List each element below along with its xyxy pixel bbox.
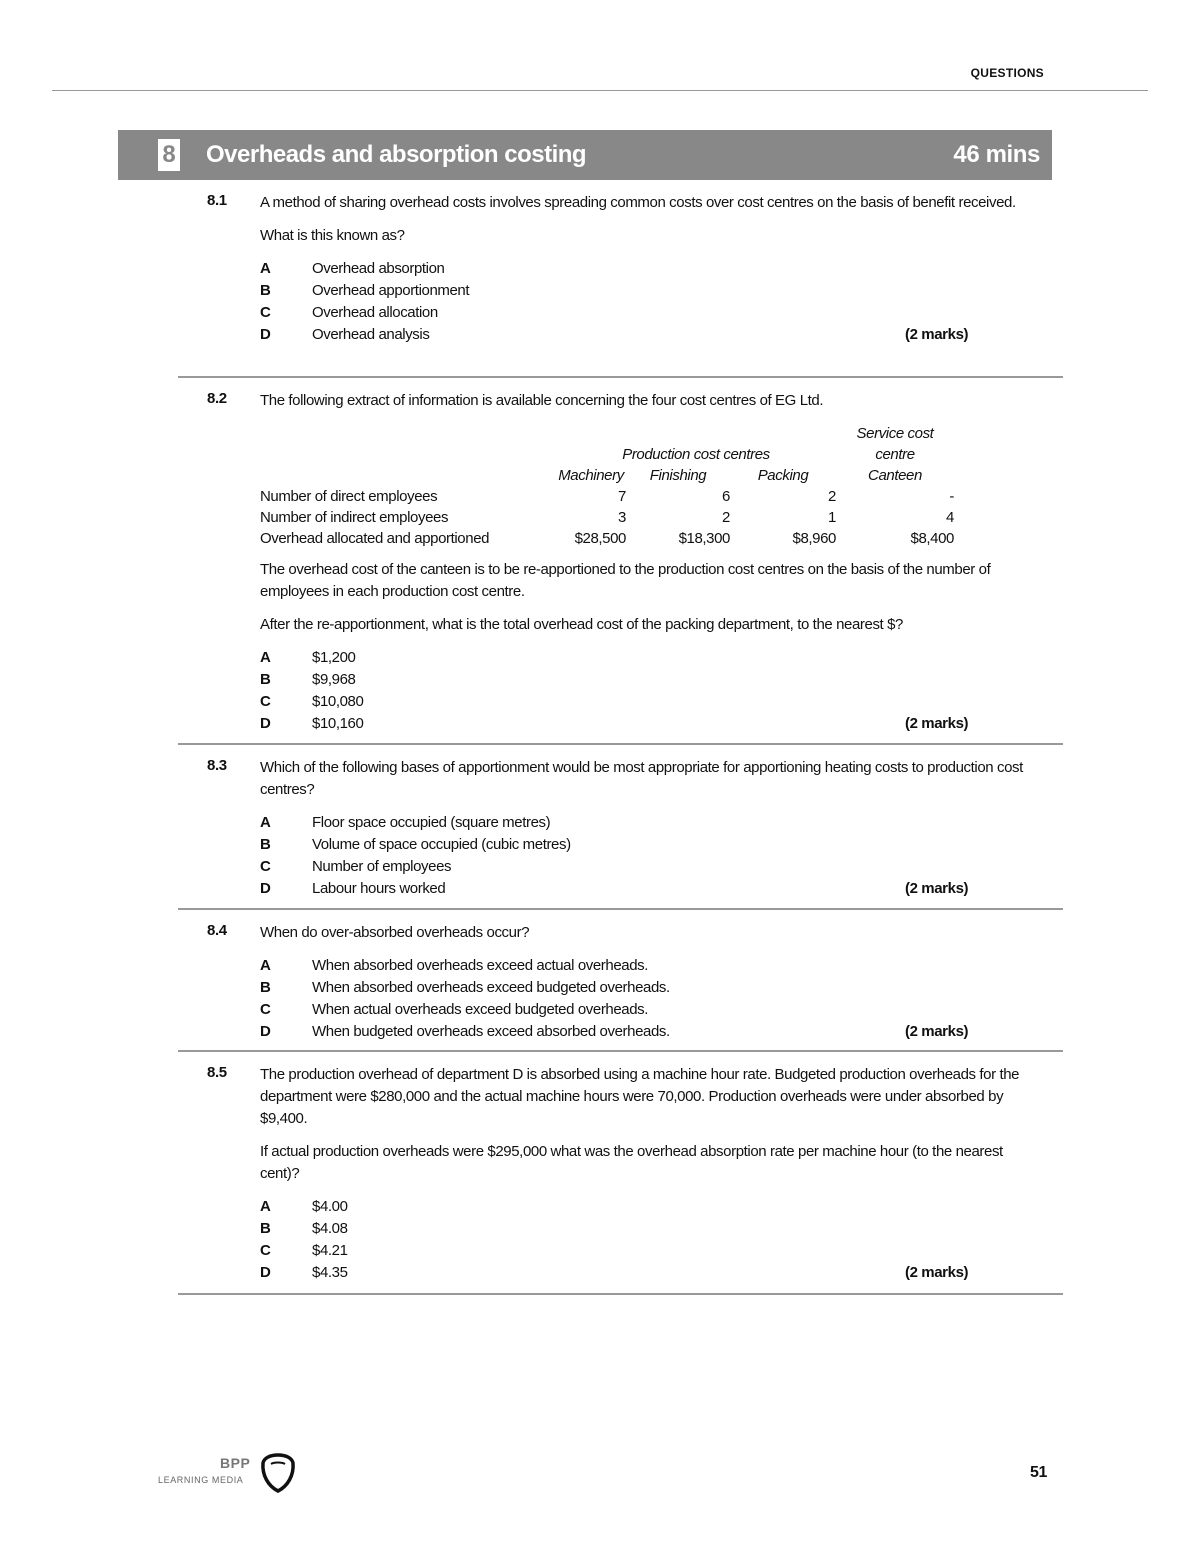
option-text: Volume of space occupied (cubic metres) [312,836,571,853]
option-c [260,856,1040,878]
question-number: 8.1 [207,192,227,209]
option-a [260,1196,1040,1218]
option-c [260,999,1040,1021]
option-letter: A [260,649,271,666]
option-text: Overhead absorption [312,260,445,277]
question-prompt: After the re-apportionment, what is the total overhead cost of the packing department, to the nearest $? [260,616,903,633]
option-text: When actual overheads exceed budgeted overheads. [312,1001,649,1018]
table-cell: 7 [618,488,626,505]
chapter-title: Overheads and absorption costing [206,141,587,168]
chapter-number: 8 [158,139,180,171]
table-cell: 3 [618,509,626,526]
option-letter: C [260,693,271,710]
options-list [260,955,1040,1043]
option-d [260,324,1040,346]
option-text: When absorbed overheads exceed actual overheads. [312,957,649,974]
option-c [260,691,1040,713]
marks-label: (2 marks) [905,1264,969,1281]
section-header-label: QUESTIONS [970,66,1044,80]
table-cell: $8,400 [910,530,954,547]
option-text: Labour hours worked [312,880,446,897]
table-cell: 4 [946,509,954,526]
question-text: Which of the following bases of apportionment would be most appropriate for apportioning heating costs to production cost centres? [260,759,1023,798]
question-divider [178,908,1063,910]
table-cell: $28,500 [574,530,626,547]
option-text: Overhead allocation [312,304,438,321]
chapter-time: 46 mins [953,141,1040,168]
option-text: $10,080 [312,693,364,710]
option-letter: D [260,880,271,897]
marks-label: (2 marks) [905,1023,969,1040]
question-number: 8.2 [207,390,227,407]
option-b [260,977,1040,999]
option-text: $9,968 [312,671,356,688]
option-letter: D [260,1023,271,1040]
option-letter: A [260,957,271,974]
option-letter: A [260,1198,271,1215]
option-letter: A [260,814,271,831]
table-cell: $8,960 [792,530,836,547]
table-cell: 2 [828,488,836,505]
option-letter: B [260,1220,271,1237]
option-d [260,1021,1040,1043]
option-text: Overhead analysis [312,326,430,343]
table-row [260,507,954,528]
option-text: When absorbed overheads exceed budgeted overheads. [312,979,670,996]
logo-text: BPP [220,1455,251,1471]
column-header: Finishing [649,467,707,484]
option-text: Overhead apportionment [312,282,470,299]
cost-centre-table [260,423,954,549]
option-b [260,834,1040,856]
question-text: A method of sharing overhead costs involves spreading common costs over cost centres on the basis of benefit received. [260,194,1016,211]
option-letter: C [260,1242,271,1259]
option-b [260,669,1040,691]
option-c [260,1240,1040,1262]
option-text: Number of employees [312,858,452,875]
option-b [260,1218,1040,1240]
row-label: Number of indirect employees [260,509,449,526]
question-prompt: If actual production overheads were $295,000 what was the overhead absorption rate per machine hour (to the nearest cent)? [260,1143,1003,1182]
option-text: $4.08 [312,1220,348,1237]
production-heading: Production cost centres [622,446,770,463]
option-c [260,302,1040,324]
option-text: $4.00 [312,1198,348,1215]
column-header: Canteen [868,467,922,484]
option-d [260,878,1040,900]
option-letter: B [260,979,271,996]
marks-label: (2 marks) [905,715,969,732]
service-heading-2: centre [875,446,915,463]
options-list [260,812,1040,900]
option-a [260,258,1040,280]
option-a [260,647,1040,669]
question-prompt: What is this known as? [260,227,405,244]
question-text: When do over-absorbed overheads occur? [260,924,530,941]
option-text: When budgeted overheads exceed absorbed overheads. [312,1023,670,1040]
logo-subtext: LEARNING MEDIA [158,1475,244,1485]
page-number: 51 [1030,1464,1047,1481]
option-letter: C [260,858,271,875]
question-divider [178,376,1063,378]
option-a [260,812,1040,834]
question-number: 8.5 [207,1064,227,1081]
option-letter: B [260,836,271,853]
row-label: Number of direct employees [260,488,438,505]
table-row [260,528,954,549]
shield-icon [260,1453,296,1493]
option-letter: C [260,304,271,321]
table-cell: - [949,488,954,505]
option-a [260,955,1040,977]
option-d [260,713,1040,735]
question-text: The overhead cost of the canteen is to be re-apportioned to the production cost centres on the basis of the number of employees in each production cost centre. [260,561,991,600]
table-cell: 2 [722,509,730,526]
option-text: $1,200 [312,649,356,666]
row-label: Overhead allocated and apportioned [260,530,490,547]
option-b [260,280,1040,302]
table-cell: 6 [722,488,730,505]
publisher-logo [158,1453,298,1493]
question-divider [178,1293,1063,1295]
table-cell: 1 [828,509,836,526]
question-number: 8.3 [207,757,227,774]
option-letter: D [260,1264,271,1281]
service-heading-1: Service cost [856,425,934,442]
question-divider [178,743,1063,745]
option-letter: A [260,260,271,277]
column-header: Packing [757,467,809,484]
question-text: The following extract of information is available concerning the four cost centres of EG Ltd. [260,392,824,409]
options-list [260,1196,1040,1284]
chapter-banner [118,130,1052,180]
options-list [260,647,1040,735]
column-header: Machinery [558,467,624,484]
table-cell: $18,300 [678,530,730,547]
option-text: $4.21 [312,1242,348,1259]
marks-label: (2 marks) [905,880,969,897]
option-text: $10,160 [312,715,364,732]
marks-label: (2 marks) [905,326,969,343]
question-number: 8.4 [207,922,227,939]
header-divider [52,90,1148,91]
option-d [260,1262,1040,1284]
option-letter: B [260,671,271,688]
option-text: Floor space occupied (square metres) [312,814,551,831]
table-row [260,486,954,507]
options-list [260,258,1040,346]
option-text: $4.35 [312,1264,348,1281]
option-letter: B [260,282,271,299]
option-letter: C [260,1001,271,1018]
option-letter: D [260,326,271,343]
question-divider [178,1050,1063,1052]
option-letter: D [260,715,271,732]
question-text: The production overhead of department D is absorbed using a machine hour rate. Budgeted production overheads for the department were $280,000 and the actual machine hours were 70,000. Production overheads were under absorbed by $9,400. [260,1066,1020,1127]
